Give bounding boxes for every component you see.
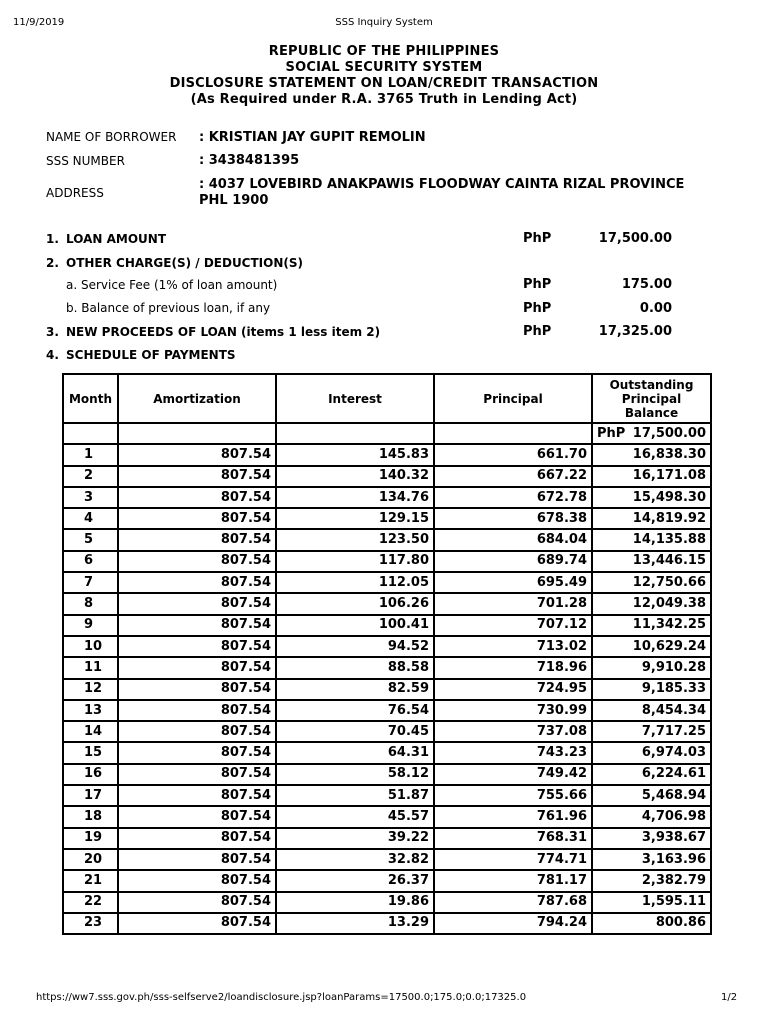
table-row: [63, 913, 711, 934]
interest-cell: 123.50: [276, 529, 434, 550]
table-row: [63, 636, 711, 657]
principal-cell: 707.12: [434, 615, 592, 636]
balance-cell: 12,750.66: [592, 572, 711, 593]
service-fee-currency: PhP: [523, 277, 552, 292]
amortization-cell: 807.54: [118, 742, 276, 763]
month-cell: 3: [63, 487, 118, 508]
table-row: [63, 806, 711, 827]
interest-cell: 117.80: [276, 551, 434, 572]
balance-cell: 9,185.33: [592, 679, 711, 700]
balance-cell: 11,342.25: [592, 615, 711, 636]
month-cell: 17: [63, 785, 118, 806]
amortization-cell: 807.54: [118, 828, 276, 849]
print-date: 11/9/2019: [13, 17, 65, 28]
month-cell: 11: [63, 657, 118, 678]
principal-cell: 781.17: [434, 870, 592, 891]
amortization-cell: 807.54: [118, 508, 276, 529]
table-row: [63, 444, 711, 465]
interest-cell: 106.26: [276, 593, 434, 614]
interest-cell: 51.87: [276, 785, 434, 806]
table-row: [63, 742, 711, 763]
interest-cell: 76.54: [276, 700, 434, 721]
principal-cell: 755.66: [434, 785, 592, 806]
balance-cell: 16,838.30: [592, 444, 711, 465]
principal-cell: 724.95: [434, 679, 592, 700]
balance-cell: 3,163.96: [592, 849, 711, 870]
month-cell: 2: [63, 466, 118, 487]
item-4-number: 4.: [46, 348, 59, 362]
balance-cell: 6,974.03: [592, 742, 711, 763]
amortization-cell: 807.54: [118, 615, 276, 636]
principal-cell: 667.22: [434, 466, 592, 487]
amortization-cell: 807.54: [118, 806, 276, 827]
principal-cell: 768.31: [434, 828, 592, 849]
month-cell: 22: [63, 892, 118, 913]
table-row: [63, 593, 711, 614]
balance-cell: 800.86: [592, 913, 711, 934]
month-cell: 9: [63, 615, 118, 636]
table-row: [63, 785, 711, 806]
interest-cell: 140.32: [276, 466, 434, 487]
principal-cell: 695.49: [434, 572, 592, 593]
balance-cell: 14,819.92: [592, 508, 711, 529]
opening-interest-cell: [276, 423, 434, 444]
month-cell: 14: [63, 721, 118, 742]
amortization-cell: 807.54: [118, 487, 276, 508]
amortization-cell: 807.54: [118, 764, 276, 785]
table-row: [63, 870, 711, 891]
balance-cell: 1,595.11: [592, 892, 711, 913]
table-row: [63, 657, 711, 678]
opening-principal-cell: [434, 423, 592, 444]
balance-cell: 2,382.79: [592, 870, 711, 891]
table-row: [63, 828, 711, 849]
opening-balance-cell: [592, 423, 711, 444]
previous-balance-currency: PhP: [523, 301, 552, 316]
principal-cell: 761.96: [434, 806, 592, 827]
document-title: [0, 44, 768, 108]
balance-cell: 15,498.30: [592, 487, 711, 508]
service-fee-label: a. Service Fee (1% of loan amount): [66, 278, 278, 292]
amortization-cell: 807.54: [118, 700, 276, 721]
principal-cell: 787.68: [434, 892, 592, 913]
balance-cell: 6,224.61: [592, 764, 711, 785]
month-cell: 15: [63, 742, 118, 763]
month-cell: 8: [63, 593, 118, 614]
sss-number-value: : 3438481395: [199, 153, 300, 168]
month-cell: 21: [63, 870, 118, 891]
month-cell: 7: [63, 572, 118, 593]
principal-cell: 743.23: [434, 742, 592, 763]
other-charges-label: OTHER CHARGE(S) / DEDUCTION(S): [66, 256, 303, 270]
item-3-number: 3.: [46, 325, 59, 339]
interest-cell: 13.29: [276, 913, 434, 934]
interest-cell: 64.31: [276, 742, 434, 763]
amortization-cell: 807.54: [118, 636, 276, 657]
principal-cell: 749.42: [434, 764, 592, 785]
previous-balance-label: b. Balance of previous loan, if any: [66, 301, 271, 315]
previous-balance-value: 0.00: [639, 301, 672, 316]
interest-cell: 100.41: [276, 615, 434, 636]
table-row: [63, 700, 711, 721]
month-cell: 4: [63, 508, 118, 529]
table-row: [63, 679, 711, 700]
amortization-cell: 807.54: [118, 913, 276, 934]
balance-header-line2: Principal: [621, 391, 682, 406]
amortization-cell: 807.54: [118, 444, 276, 465]
item-2-number: 2.: [46, 256, 59, 270]
table-row: [63, 615, 711, 636]
payment-schedule-table: [62, 373, 712, 935]
principal-cell: 737.08: [434, 721, 592, 742]
balance-cell: 3,938.67: [592, 828, 711, 849]
balance-cell: 13,446.15: [592, 551, 711, 572]
table-row: [63, 721, 711, 742]
principal-cell: 713.02: [434, 636, 592, 657]
month-cell: 18: [63, 806, 118, 827]
principal-cell: 730.99: [434, 700, 592, 721]
opening-balance-row: [63, 423, 711, 444]
col-month-header: Month: [63, 374, 118, 423]
table-row: [63, 529, 711, 550]
print-url: https://ww7.sss.gov.ph/sss-selfserve2/loandisclosure.jsp?loanParams=17500.0;175.0;0.0;17325.0: [36, 992, 527, 1003]
principal-cell: 689.74: [434, 551, 592, 572]
amortization-cell: 807.54: [118, 721, 276, 742]
balance-header-line3: Balance: [624, 405, 679, 420]
amortization-cell: 807.54: [118, 551, 276, 572]
opening-balance-currency: PhP: [597, 425, 626, 441]
new-proceeds-label: NEW PROCEEDS OF LOAN (items 1 less item 2): [66, 325, 381, 339]
loan-amount-value: 17,500.00: [598, 231, 672, 246]
address-value: : 4037 LOVEBIRD ANAKPAWIS FLOODWAY CAINTA RIZAL PROVINCE PHL 1900: [199, 177, 685, 208]
principal-cell: 684.04: [434, 529, 592, 550]
balance-cell: 4,706.98: [592, 806, 711, 827]
interest-cell: 145.83: [276, 444, 434, 465]
balance-cell: 16,171.08: [592, 466, 711, 487]
amortization-cell: 807.54: [118, 849, 276, 870]
address-label: ADDRESS: [46, 186, 104, 200]
table-row: [63, 508, 711, 529]
principal-cell: 672.78: [434, 487, 592, 508]
principal-cell: 701.28: [434, 593, 592, 614]
interest-cell: 134.76: [276, 487, 434, 508]
month-cell: 20: [63, 849, 118, 870]
month-cell: 23: [63, 913, 118, 934]
table-row: [63, 466, 711, 487]
interest-cell: 70.45: [276, 721, 434, 742]
balance-cell: 10,629.24: [592, 636, 711, 657]
service-fee-value: 175.00: [621, 277, 672, 292]
interest-cell: 45.57: [276, 806, 434, 827]
table-row: [63, 551, 711, 572]
interest-cell: 39.22: [276, 828, 434, 849]
month-cell: 10: [63, 636, 118, 657]
col-principal-header: Principal: [434, 374, 592, 423]
month-cell: 12: [63, 679, 118, 700]
month-cell: 16: [63, 764, 118, 785]
balance-cell: 5,468.94: [592, 785, 711, 806]
interest-cell: 82.59: [276, 679, 434, 700]
interest-cell: 129.15: [276, 508, 434, 529]
title-disclosure: DISCLOSURE STATEMENT ON LOAN/CREDIT TRANSACTION: [169, 76, 599, 91]
amortization-cell: 807.54: [118, 679, 276, 700]
col-balance-header: [592, 374, 711, 423]
opening-balance-value: 17,500.00: [632, 425, 706, 441]
title-sss: SOCIAL SECURITY SYSTEM: [285, 60, 483, 75]
table-row: [63, 572, 711, 593]
balance-cell: 7,717.25: [592, 721, 711, 742]
month-cell: 1: [63, 444, 118, 465]
interest-cell: 32.82: [276, 849, 434, 870]
principal-cell: 678.38: [434, 508, 592, 529]
principal-cell: 774.71: [434, 849, 592, 870]
principal-cell: 718.96: [434, 657, 592, 678]
new-proceeds-value: 17,325.00: [598, 324, 672, 339]
balance-cell: 8,454.34: [592, 700, 711, 721]
col-amortization-header: Amortization: [118, 374, 276, 423]
interest-cell: 58.12: [276, 764, 434, 785]
interest-cell: 26.37: [276, 870, 434, 891]
schedule-label: SCHEDULE OF PAYMENTS: [66, 348, 236, 362]
amortization-cell: 807.54: [118, 870, 276, 891]
amortization-cell: 807.54: [118, 529, 276, 550]
interest-cell: 112.05: [276, 572, 434, 593]
table-row: [63, 849, 711, 870]
borrower-name-label: NAME OF BORROWER: [46, 130, 177, 144]
item-1-number: 1.: [46, 232, 59, 246]
sss-number-label: SSS NUMBER: [46, 154, 125, 168]
month-cell: 19: [63, 828, 118, 849]
borrower-name-value: : KRISTIAN JAY GUPIT REMOLIN: [199, 130, 426, 145]
interest-cell: 19.86: [276, 892, 434, 913]
balance-cell: 12,049.38: [592, 593, 711, 614]
table-row: [63, 487, 711, 508]
amortization-cell: 807.54: [118, 892, 276, 913]
month-cell: 13: [63, 700, 118, 721]
principal-cell: 661.70: [434, 444, 592, 465]
interest-cell: 94.52: [276, 636, 434, 657]
amortization-cell: 807.54: [118, 593, 276, 614]
table-row: [63, 764, 711, 785]
title-republic: REPUBLIC OF THE PHILIPPINES: [268, 44, 500, 59]
title-act: (As Required under R.A. 3765 Truth in Lending Act): [190, 92, 578, 107]
balance-cell: 14,135.88: [592, 529, 711, 550]
balance-cell: 9,910.28: [592, 657, 711, 678]
amortization-cell: 807.54: [118, 572, 276, 593]
amortization-cell: 807.54: [118, 785, 276, 806]
amortization-cell: 807.54: [118, 466, 276, 487]
col-interest-header: Interest: [276, 374, 434, 423]
new-proceeds-currency: PhP: [523, 324, 552, 339]
print-page-count: 1/2: [721, 992, 738, 1003]
month-cell: 6: [63, 551, 118, 572]
interest-cell: 88.58: [276, 657, 434, 678]
table-row: [63, 892, 711, 913]
print-page-title: SSS Inquiry System: [335, 17, 433, 28]
opening-month-cell: [63, 423, 118, 444]
table-header-row: [63, 374, 711, 423]
loan-amount-label: LOAN AMOUNT: [66, 232, 167, 246]
balance-header-line1: Outstanding: [609, 377, 694, 392]
loan-amount-currency: PhP: [523, 231, 552, 246]
amortization-cell: 807.54: [118, 657, 276, 678]
opening-amortization-cell: [118, 423, 276, 444]
principal-cell: 794.24: [434, 913, 592, 934]
month-cell: 5: [63, 529, 118, 550]
